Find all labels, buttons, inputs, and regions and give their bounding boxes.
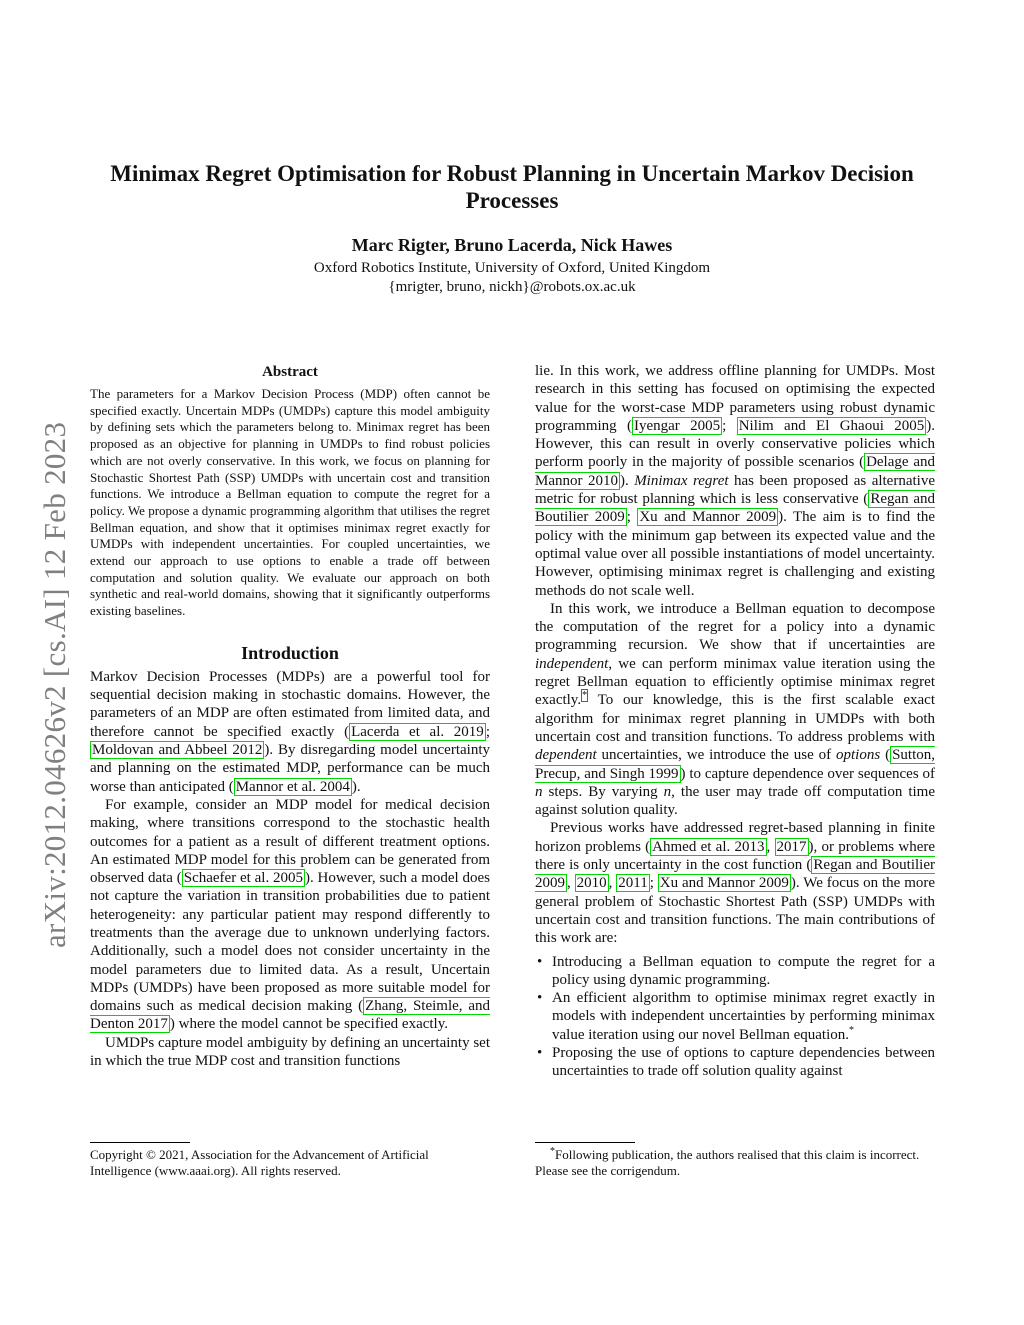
list-item-text: Proposing the use of options to capture dependencies between uncertainties to trade off solution quality against: [552, 1044, 935, 1080]
math-variable: n: [663, 783, 672, 800]
abstract-heading: Abstract: [262, 364, 318, 380]
citation-link[interactable]: Regan and Boutilier 2009: [535, 491, 935, 526]
math-variable: n: [535, 783, 543, 800]
list-item-text: Introducing a Bellman equation to compute the regret for a policy using dynamic programming.: [552, 953, 935, 988]
text-run: ,: [608, 875, 617, 892]
citation-link[interactable]: Xu and Mannor 2009: [659, 875, 789, 892]
citation-link[interactable]: Moldovan and Abbeel 2012: [92, 742, 263, 759]
citation-link[interactable]: Regan and Boutilier 2009: [535, 857, 935, 892]
text-run: steps. By varying: [542, 783, 664, 800]
footnote-mark: *: [550, 1145, 555, 1157]
text-run: To our knowledge, this is the first scalable exact algorithm for minimax regret planning in UMDPs with both uncertain cost and transition functions. To address problems with: [535, 692, 935, 745]
contributions-list: [535, 953, 935, 1081]
citation-link[interactable]: 2010: [576, 875, 607, 892]
citation-link[interactable]: Zhang, Steimle, and Denton 2017: [90, 998, 490, 1033]
text-run: ) to capture dependence over sequences of: [680, 765, 935, 782]
footnote-marker[interactable]: *: [582, 690, 588, 702]
text-run: lie. In this work, we address offline planning for UMDPs. Most research in this setting has focused on optimising the expected value for the worst-case MDP parameters using robust dynamic programming (: [535, 363, 935, 434]
text-run: For example, consider an MDP model for medical decision making, where transitions correspond to the stochastic health outcomes for a patient as a result of different treatment options. An estimated MDP model for this problem can be generated from observed data (: [90, 796, 490, 887]
emphasis: options: [836, 747, 881, 764]
intro-paragraph-3: UMDPs capture model ambiguity by defining an uncertainty set in which the true MDP cost and transition functions: [90, 1034, 490, 1070]
intro-paragraph-6: [535, 819, 935, 947]
text-run: ;: [485, 723, 490, 740]
abstract-text: The parameters for a Markov Decision Process (MDP) often cannot be specified exactly. Uncertain MDPs (UMDPs) capture this model ambiguity by defining sets which the parameters belong to. Minimax regret has been proposed as an objective for planning in UMDPs to find robust policies which are not overly conservative. In this work, we focus on planning for Stochastic Shortest Path (SSP) UMDPs with uncertain cost and transition functions. We introduce a Bellman equation to compute the regret for a policy. We propose a dynamic programming algorithm that utilises the regret Bellman equation, and show that it optimises minimax regret exactly for UMDPs with independent uncertainties. For coupled uncertainties, we extend our approach to use options to enable a trade off between computation and solution quality. We evaluate our approach on both synthetic and real-world domains, showing that it significantly outperforms existing baselines.: [90, 386, 490, 619]
text-run: Markov Decision Processes (MDPs) are a powerful tool for sequential decision making in stochastic domains. However, the parameters of an MDP are often estimated from limited data, and therefore cannot be specified exactly (: [90, 668, 490, 740]
text-run: ). We focus on the more general problem of Stochastic Shortest Path (SSP) UMDPs with uncertain cost and transition functions. The main contributions of this work are:: [535, 875, 936, 947]
text-run: , the user may trade off computation time against solution quality.: [535, 783, 936, 819]
emphasis: independent: [535, 655, 609, 672]
text-run: ). However, such a model does not capture the variation in transition probabilities due to patient heterogeneity: any particular patient may respond differently to treatments than the average due to unknown underlying factors. Additionally, such a model does not consider uncertainty in the model parameters due to limited data. As a result, Uncertain MDPs (UMDPs) have been proposed as more suitable model for domains such as medical decision making (: [90, 870, 490, 1015]
text-run: ;: [722, 417, 737, 434]
citation-link[interactable]: Sutton, Precup, and Singh 1999: [535, 747, 935, 782]
list-item-text: An efficient algorithm to optimise minimax regret exactly in models with independent uncertainties by performing minimax value iteration using our novel Bellman equation.: [552, 990, 935, 1043]
affiliation-block: [80, 259, 944, 297]
emphasis: Minimax regret: [634, 472, 729, 489]
citation-link[interactable]: 2017: [776, 838, 807, 855]
citation-link[interactable]: Iyengar 2005: [634, 417, 721, 434]
list-item: [535, 1044, 935, 1081]
emphasis: dependent: [535, 747, 597, 764]
text-run: ;: [649, 875, 658, 892]
text-run: (: [880, 747, 891, 764]
intro-paragraph-2: [90, 796, 490, 1034]
left-column: [90, 362, 490, 1070]
right-column: [535, 362, 935, 1081]
paper-authors: Marc Rigter, Bruno Lacerda, Nick Hawes: [351, 235, 673, 255]
text-run: ).: [351, 778, 361, 795]
intro-paragraph-5: [535, 600, 935, 820]
citation-link[interactable]: Mannor et al. 2004: [235, 778, 350, 795]
list-item: [535, 953, 935, 990]
footnote-text: Following publication, the authors realised that this claim is incorrect. Please see the corrigendum.: [535, 1147, 920, 1178]
text-run: has been proposed as alternative metric for robust planning which is less conservative (: [535, 472, 935, 508]
text-run: ).: [619, 472, 635, 489]
citation-link[interactable]: Xu and Mannor 2009: [639, 509, 777, 526]
citation-link[interactable]: Delage and Mannor 2010: [535, 454, 935, 489]
text-run: ). However, this can result in overly conservative policies which perform poorly in the majority of possible scenarios (: [535, 417, 935, 471]
arxiv-identifier: arXiv:2012.04626v2 [cs.AI] 12 Feb 2023: [37, 421, 72, 948]
footnote-rule: [535, 1142, 635, 1143]
text-run: ), or problems where there is only uncertainty in the cost function (: [535, 838, 936, 874]
text-run: uncertainties, we introduce the use of: [596, 747, 837, 764]
text-run: ). The aim is to find the policy with the minimum gap between its expected value and the optimal value over all possible instantiations of model uncertainty. However, optimising minimax regret is challenging and existing methods do not scale well.: [535, 509, 936, 599]
intro-paragraph-4: [535, 362, 935, 600]
text-run: Previous works have addressed regret-based planning in finite horizon problems (: [535, 820, 935, 855]
text-run: ;: [626, 509, 638, 526]
copyright-notice: Copyright © 2021, Association for the Advancement of Artificial Intelligence (www.aaai.org). All rights reserved.: [90, 1147, 429, 1178]
text-run: ,: [567, 875, 575, 892]
list-item: [535, 989, 935, 1044]
citation-link[interactable]: Schaefer et al. 2005: [183, 870, 303, 887]
citation-link[interactable]: 2011: [618, 875, 648, 892]
footnote-rule: [90, 1142, 190, 1143]
affiliation: Oxford Robotics Institute, University of Oxford, United Kingdom: [313, 260, 711, 276]
text-run: In this work, we introduce a Bellman equation to decompose the computation of the regret for a policy into a dynamic programming recursion. We show that if uncertainties are: [535, 600, 935, 654]
text-run: , we can perform minimax value iteration using the regret Bellman equation to efficiently optimise minimax regret exactly.: [535, 655, 935, 709]
introduction-heading: Introduction: [241, 642, 339, 663]
citation-link[interactable]: Nilim and El Ghaoui 2005: [738, 417, 925, 434]
paper-title: Minimax Regret Optimisation for Robust Planning in Uncertain Markov Decision Processes: [110, 161, 914, 213]
author-emails: {mrigter, bruno, nickh}@robots.ox.ac.uk: [388, 279, 636, 295]
intro-paragraph-1: [90, 668, 490, 796]
text-run: ) where the model cannot be specified exactly.: [169, 1016, 448, 1033]
footnote: [535, 1147, 935, 1178]
text-run: ). By disregarding model uncertainty and planning on the estimated MDP, performance can be much worse than anticipated (: [90, 742, 490, 795]
citation-link[interactable]: Lacerda et al. 2019: [351, 723, 484, 740]
citation-link[interactable]: Ahmed et al. 2013: [652, 838, 765, 855]
footnote-star: *: [849, 1024, 855, 1036]
text-run: ,: [766, 838, 775, 855]
